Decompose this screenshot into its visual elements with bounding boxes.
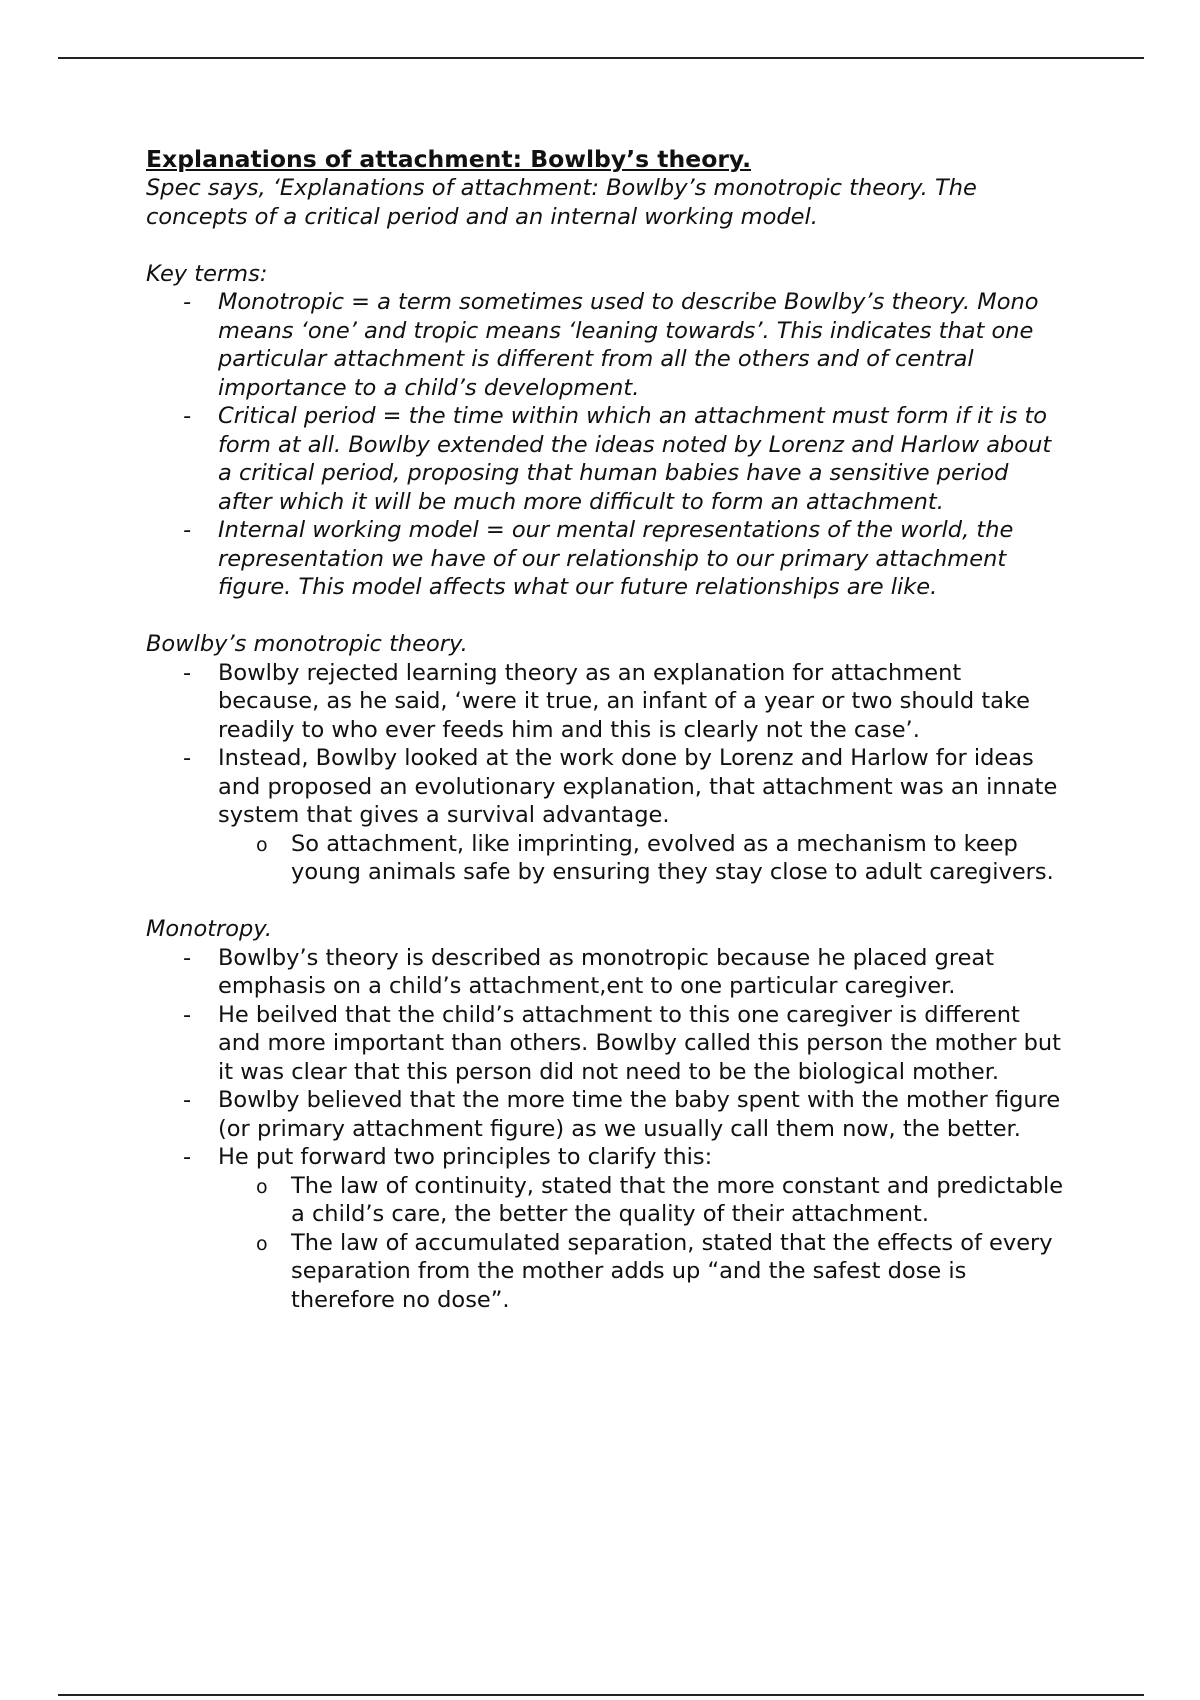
sub-list	[218, 1172, 1066, 1315]
document-page	[146, 144, 1066, 1314]
sub-list-item: o So attachment, like imprinting, evolved as a mechanism to keep young animals safe by ensuring they stay close to adult caregivers.	[256, 830, 1054, 885]
spec-text: Spec says, ‘Explanations of attachment: Bowlby’s monotropic theory. The concepts of a critical period and an internal working model.	[146, 175, 977, 230]
list-item: - Critical period = the time within which an attachment must form if it is to form at all. Bowlby extended the ideas noted by Lorenz and Harlow about a critical period, proposing that human babies have a sensitive period after which it will be much more difficult to form an attachment.	[183, 403, 1052, 515]
dash-bullet: -	[183, 745, 192, 771]
list-item: - Bowlby believed that the more time the baby spent with the mother figure (or primary attachment figure) as we usually call them now, the better.	[183, 1087, 1061, 1142]
key-terms-heading: Key terms:	[146, 260, 268, 287]
dash-bullet: -	[183, 659, 192, 686]
monotropy-list	[146, 944, 1066, 1315]
dash-bullet: -	[183, 1001, 192, 1028]
dash-bullet: -	[183, 403, 192, 429]
list-item: - Bowlby rejected learning theory as an explanation for attachment because, as he said, ‘were it true, an infant of a year or two should take readily to who ever feeds him and this is clearly not the case’.	[183, 659, 1030, 743]
key-terms-list	[146, 288, 1066, 602]
footer-rule	[58, 1694, 1144, 1696]
circle-bullet: o	[256, 833, 268, 856]
dash-bullet: -	[183, 289, 192, 315]
dash-bullet: -	[183, 1087, 192, 1113]
page-title: Explanations of attachment: Bowlby’s theory.	[146, 145, 752, 173]
list-item: - Monotropic = a term sometimes used to describe Bowlby’s theory. Mono means ‘one’ and tropic means ‘leaning towards’. This indicates that one particular attachment is different from all the others and of central importance to a child’s development.	[183, 289, 1039, 401]
list-item: - Bowlby’s theory is described as monotropic because he placed great emphasis on a child’s attachment,ent to one particular caregiver.	[183, 944, 995, 999]
circle-bullet: o	[256, 1232, 268, 1255]
list-item: - He beilved that the child’s attachment to this one caregiver is different and more important than others. Bowlby called this person the mother but it was clear that this person did not need to be the biological mother.	[183, 1001, 1061, 1085]
list-item: - He put forward two principles to clarify this: o The law of continuity, stated that the more constant and predictable a child’s care, the better the quality of their attachment. o The law of accumulated separation, stated that the effects of every separation from the mother adds up “and the safest dose is therefore no dose”.	[146, 1143, 1066, 1314]
header-rule	[58, 57, 1144, 59]
monotropy-heading: Monotropy.	[146, 916, 273, 942]
list-item: - Internal working model = our mental representations of the world, the representation we have of our relationship to our primary attachment figure. This model affects what our future relationships are like.	[183, 517, 1014, 600]
dash-bullet: -	[183, 1144, 192, 1170]
monotropic-theory-list	[146, 659, 1066, 887]
monotropic-theory-heading: Bowlby’s monotropic theory.	[146, 631, 468, 657]
circle-bullet: o	[256, 1175, 268, 1198]
dash-bullet: -	[183, 944, 192, 971]
dash-bullet: -	[183, 517, 192, 543]
sub-list-item: o The law of accumulated separation, stated that the effects of every separation from the mother adds up “and the safest dose is therefore no dose”.	[256, 1229, 1053, 1313]
list-item: - Instead, Bowlby looked at the work done by Lorenz and Harlow for ideas and proposed an evolutionary explanation, that attachment was an innate system that gives a survival advantage. o So attachment, like imprinting, evolved as a mechanism to keep young animals safe by ensuring they stay close to adult caregivers.	[146, 744, 1066, 887]
sub-list-item: o The law of continuity, stated that the more constant and predictable a child’s care, the better the quality of their attachment.	[256, 1172, 1064, 1227]
sub-list	[218, 830, 1066, 887]
